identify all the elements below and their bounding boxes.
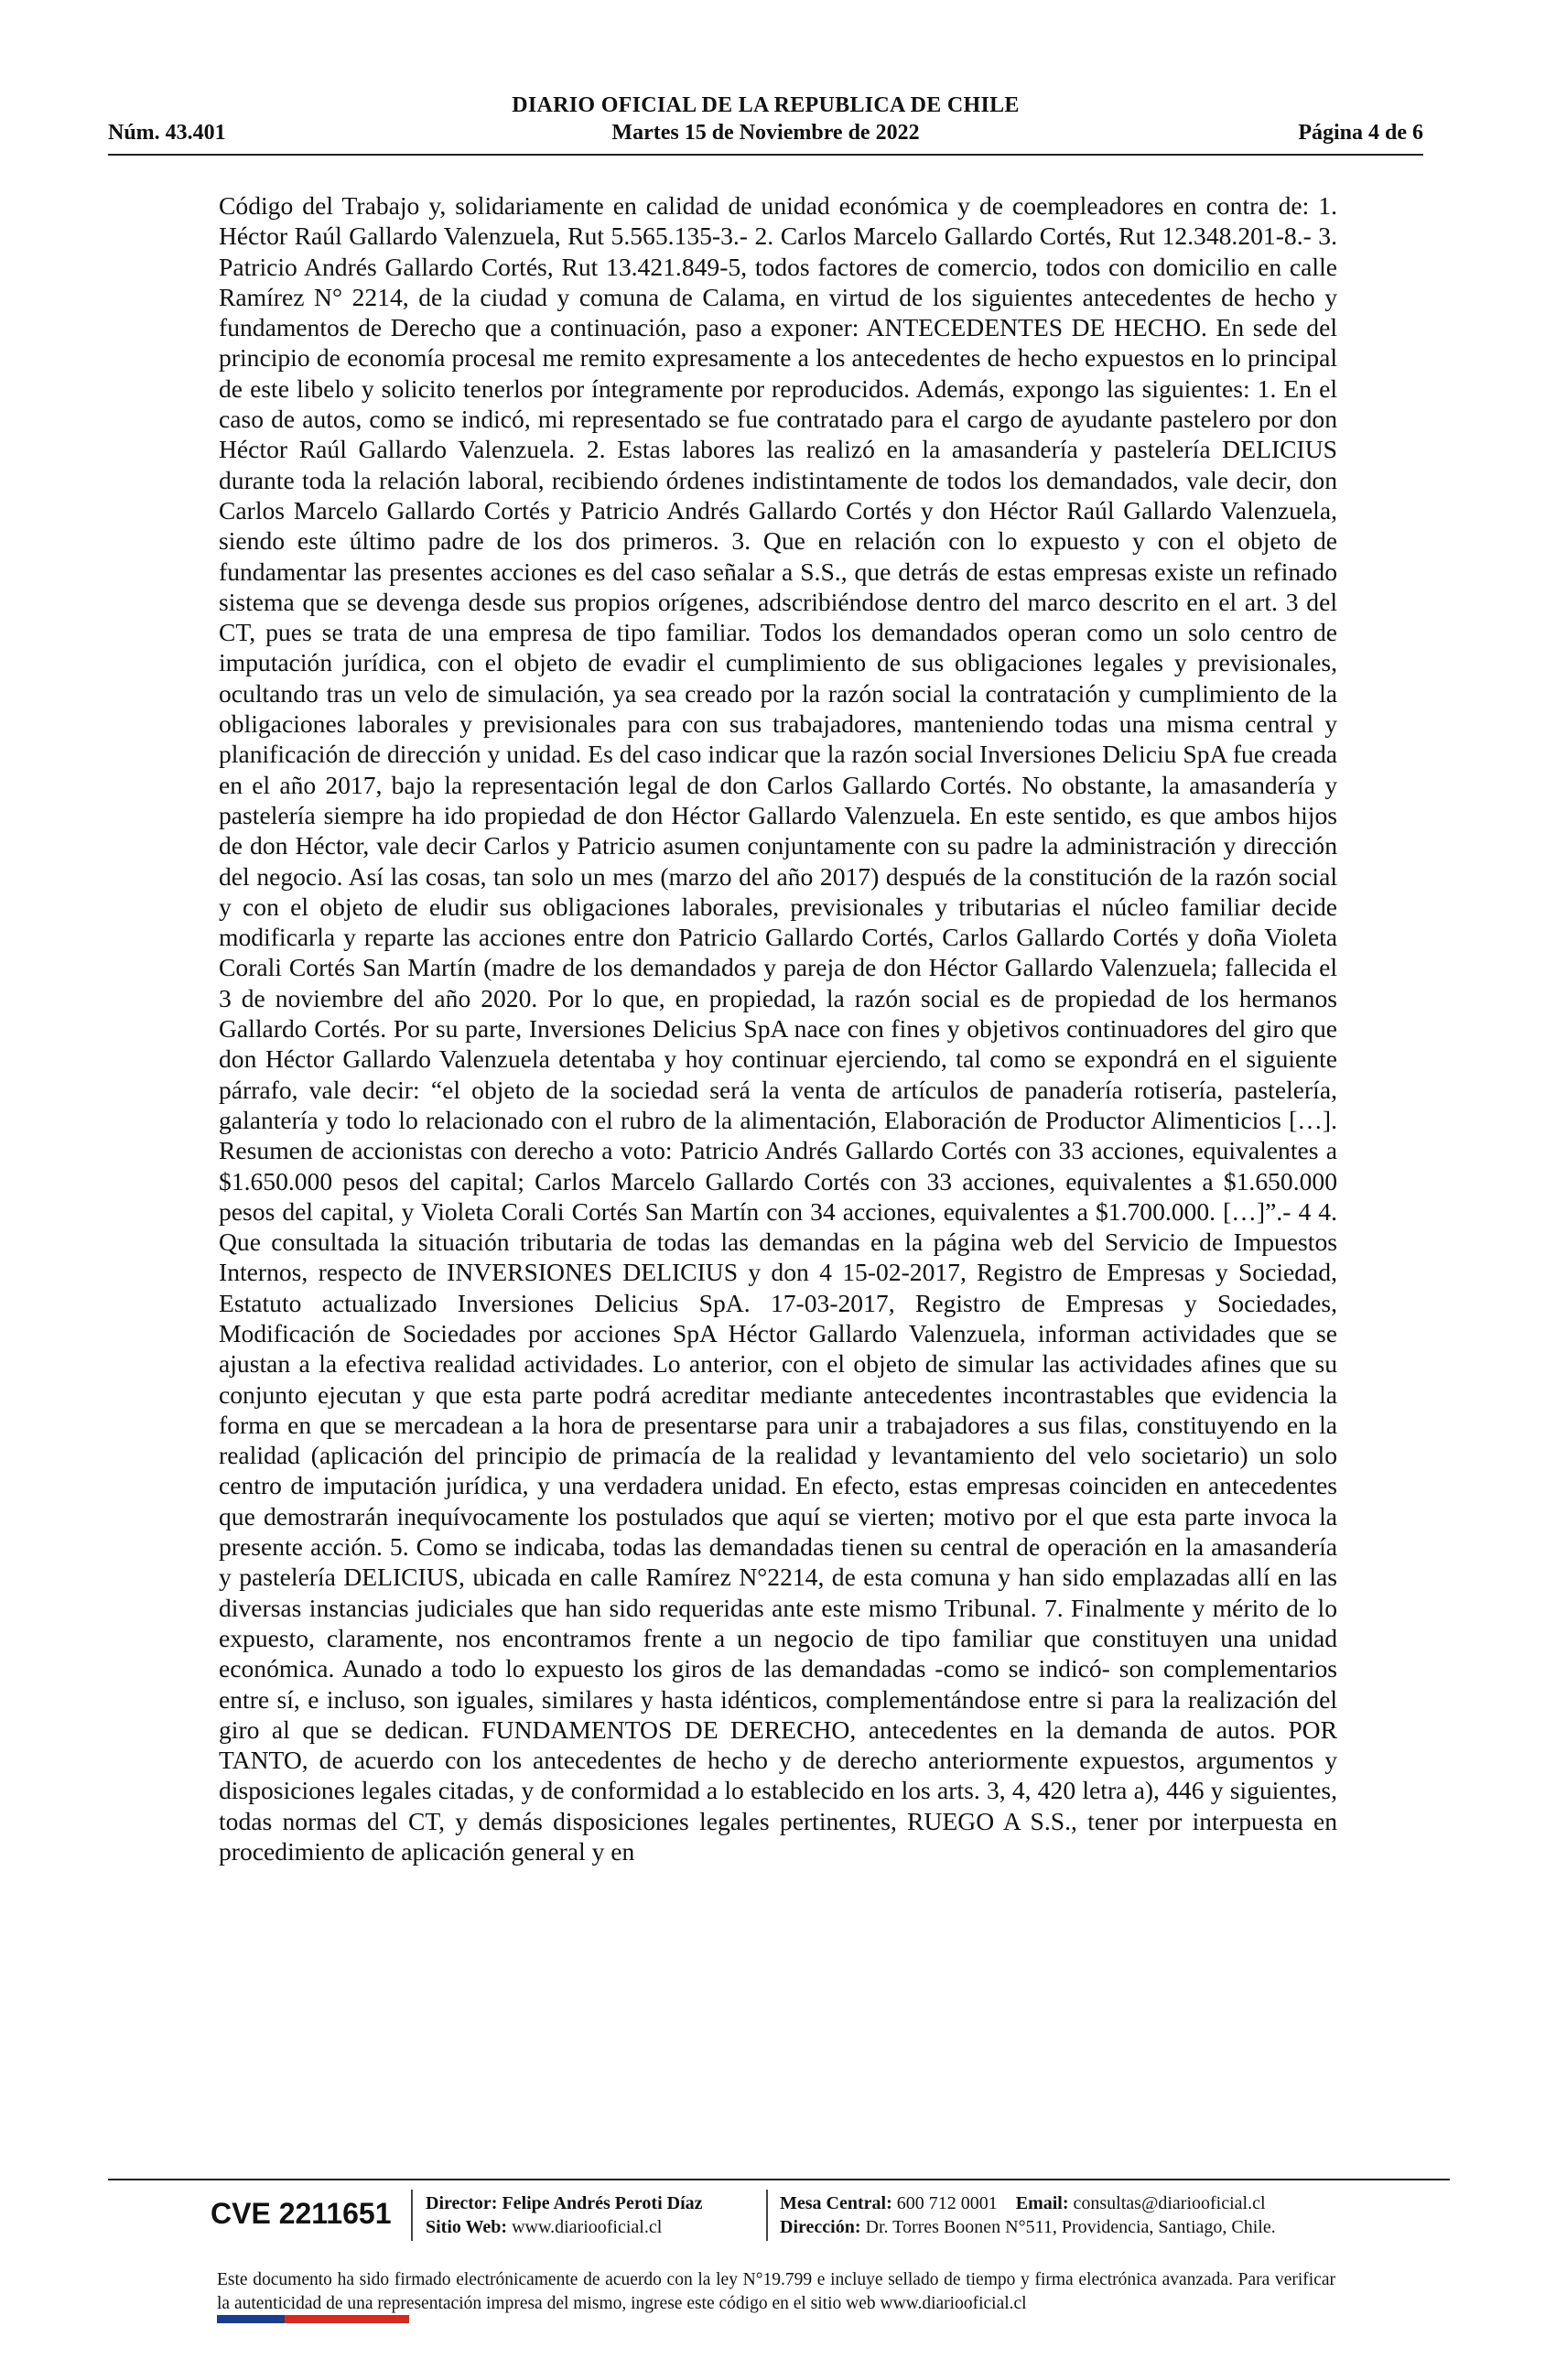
website-label: Sitio Web:	[426, 2217, 508, 2237]
email-label: Email:	[1015, 2193, 1069, 2213]
footer-director-block	[426, 2191, 703, 2239]
page-header	[108, 92, 1423, 156]
address-value: Dr. Torres Boonen N°511, Providencia, Santiago, Chile.	[865, 2217, 1276, 2237]
website-link[interactable]: www.diariooficial.cl	[512, 2217, 663, 2237]
phone-label: Mesa Central:	[780, 2193, 892, 2213]
phone-value: 600 712 0001	[896, 2193, 998, 2213]
director-name: Felipe Andrés Peroti Díaz	[502, 2193, 703, 2213]
email-link[interactable]: consultas@diariooficial.cl	[1073, 2193, 1266, 2213]
signature-notice: Este documento ha sido firmado electrónicamente de acuerdo con la ley N°19.799 e incluye sellado de tiempo y firma electrónica avanzada. Para verificar la autenticidad de una representación impresa del mismo, ingrese este código en el sitio web www.diariooficial.cl	[217, 2270, 1335, 2313]
address-label: Dirección:	[780, 2217, 861, 2237]
publication-title: DIARIO OFICIAL DE LA REPUBLICA DE CHILE	[512, 93, 1020, 117]
flag-red-segment	[285, 2315, 409, 2323]
issue-date: Martes 15 de Noviembre de 2022	[611, 121, 920, 145]
footer-contact-block	[780, 2191, 1276, 2239]
header-meta-row	[108, 121, 1423, 148]
director-label: Director:	[426, 2193, 498, 2213]
header-divider	[108, 154, 1423, 156]
issue-number: Núm. 43.401	[108, 121, 226, 145]
cve-code: CVE 2211651	[211, 2197, 392, 2230]
director-line	[426, 2191, 703, 2215]
footer-separator	[766, 2190, 768, 2241]
footer-separator	[411, 2190, 413, 2241]
footer-divider	[108, 2179, 1450, 2180]
chile-flag-stripe	[217, 2315, 409, 2323]
flag-blue-segment	[217, 2315, 285, 2323]
page-number: Página 4 de 6	[1298, 121, 1423, 145]
contact-line	[780, 2191, 1276, 2215]
website-line	[426, 2215, 703, 2239]
body-paragraph: Código del Trabajo y, solidariamente en calidad de unidad económica y de coempleadores en contra de: 1. Héctor Raúl Gallardo Valenzuela, Rut 5.565.135-3.- 2. Carlos Marcelo Gallardo Cortés, Rut 12.348.201-8.- 3. Patricio Andrés Gallardo Cortés, Rut 13.421.849-5, todos factores de comercio, todos con domicilio en calle Ramírez N° 2214, de la ciudad y comuna de Calama, en virtud de los siguientes antecedentes de hecho y fundamentos de Derecho que a continuación, paso a exponer: ANTECEDENTES DE HECHO. En sede del principio de economía procesal me remito expresamente a los antecedentes de hecho expuestos en lo principal de este libelo y solicito tenerlos por íntegramente por reproducidos. Además, expongo las siguientes: 1. En el caso de autos, como se indicó, mi representado se fue contratado para el cargo de ayudante pastelero por don Héctor Raúl Gallardo Valenzuela. 2. Estas labores las realizó en la amasandería y pastelería DELICIUS durante toda la relación laboral, recibiendo órdenes indistintamente de todos los demandados, vale decir, don Carlos Marcelo Gallardo Cortés y Patricio Andrés Gallardo Cortés y don Héctor Raúl Gallardo Valenzuela, siendo este último padre de los dos primeros. 3. Que en relación con lo expuesto y con el objeto de fundamentar las presentes acciones es del caso señalar a S.S., que detrás de estas empresas existe un refinado sistema que se devenga desde sus propios orígenes, adscribiéndose dentro del marco descrito en el art. 3 del CT, pues se trata de una empresa de tipo familiar. Todos los demandados operan como un solo centro de imputación jurídica, con el objeto de evadir el cumplimiento de sus obligaciones legales y previsionales, ocultando tras un velo de simulación, ya sea creado por la razón social la contratación y cumplimiento de la obligaciones laborales y previsionales para con sus trabajadores, manteniendo todas una misma central y planificación de dirección y unidad. Es del caso indicar que la razón social Inversiones Deliciu SpA fue creada en el año 2017, bajo la representación legal de don Carlos Gallardo Cortés. No obstante, la amasandería y pastelería siempre ha ido propiedad de don Héctor Gallardo Valenzuela. En este sentido, es que ambos hijos de don Héctor, vale decir Carlos y Patricio asumen conjuntamente con su padre la administración y dirección del negocio. Así las cosas, tan solo un mes (marzo del año 2017) después de la constitución de la razón social y con el objeto de eludir sus obligaciones laborales, previsionales y tributarias el núcleo familiar decide modificarla y reparte las acciones entre don Patricio Gallardo Cortés, Carlos Gallardo Cortés y doña Violeta Corali Cortés San Martín (madre de los demandados y pareja de don Héctor Gallardo Valenzuela; fallecida el 3 de noviembre del año 2020. Por lo que, en propiedad, la razón social es de propiedad de los hermanos Gallardo Cortés. Por su parte, Inversiones Delicius SpA nace con fines y objetivos continuadores del giro que don Héctor Gallardo Valenzuela detentaba y hoy continuar ejerciendo, tal como se expondrá en el siguiente párrafo, vale decir: “el objeto de la sociedad será la venta de artículos de panadería rotisería, pastelería, galantería y todo lo relacionado con el rubro de la alimentación, Elaboración de Productor Alimenticios […]. Resumen de accionistas con derecho a voto: Patricio Andrés Gallardo Cortés con 33 acciones, equivalentes a $1.650.000 pesos del capital; Carlos Marcelo Gallardo Cortés con 33 acciones, equivalentes a $1.650.000 pesos del capital, y Violeta Corali Cortés San Martín con 34 acciones, equivalentes a $1.700.000. […]”.- 4 4. Que consultada la situación tributaria de todas las demandas en la página web del Servicio de Impuestos Internos, respecto de INVERSIONES DELICIUS y don 4 15-02-2017, Registro de Empresas y Sociedad, Estatuto actualizado Inversiones Delicius SpA. 17-03-2017, Registro de Empresas y Sociedades, Modificación de Sociedades por acciones SpA Héctor Gallardo Valenzuela, informan actividades que se ajustan a la efectiva realidad actividades. Lo anterior, con el objeto de simular las actividades afines que su conjunto ejecutan y que esta parte podrá acreditar mediante antecedentes incontrastables que evidencia la forma en que se mercadean a la hora de presentarse para unir a trabajadores a sus filas, constituyendo en la realidad (aplicación del principio de primacía de la realidad y levantamiento del velo societario) un solo centro de imputación jurídica, y una verdadera unidad. En efecto, estas empresas coinciden en antecedentes que demostrarán inequívocamente los postulados que aquí se vierten; motivo por el que esta parte invoca la presente acción. 5. Como se indicaba, todas las demandadas tienen su central de operación en la amasandería y pastelería DELICIUS, ubicada en calle Ramírez N°2214, de esta comuna y han sido emplazadas allí en las diversas instancias judiciales que han sido requeridas ante este mismo Tribunal. 7. Finalmente y mérito de lo expuesto, claramente, nos encontramos frente a un negocio de tipo familiar que constituyen una unidad económica. Aunado a todo lo expuesto los giros de las demandadas -como se indicó- son complementarios entre sí, e incluso, son iguales, similares y hasta idénticos, complementándose entre si para la realización del giro al que se dedican. FUNDAMENTOS DE DERECHO, antecedentes en la demanda de autos. POR TANTO, de acuerdo con los antecedentes de hecho y de derecho anteriormente expuestos, argumentos y disposiciones legales citadas, y de conformidad a lo establecido en los arts. 3, 4, 420 letra a), 446 y siguientes, todas normas del CT, y demás disposiciones legales pertinentes, RUEGO A S.S., tener por interpuesta en procedimiento de aplicación general y en	[219, 191, 1337, 1866]
document-body	[219, 190, 1337, 1866]
address-line	[780, 2215, 1276, 2239]
